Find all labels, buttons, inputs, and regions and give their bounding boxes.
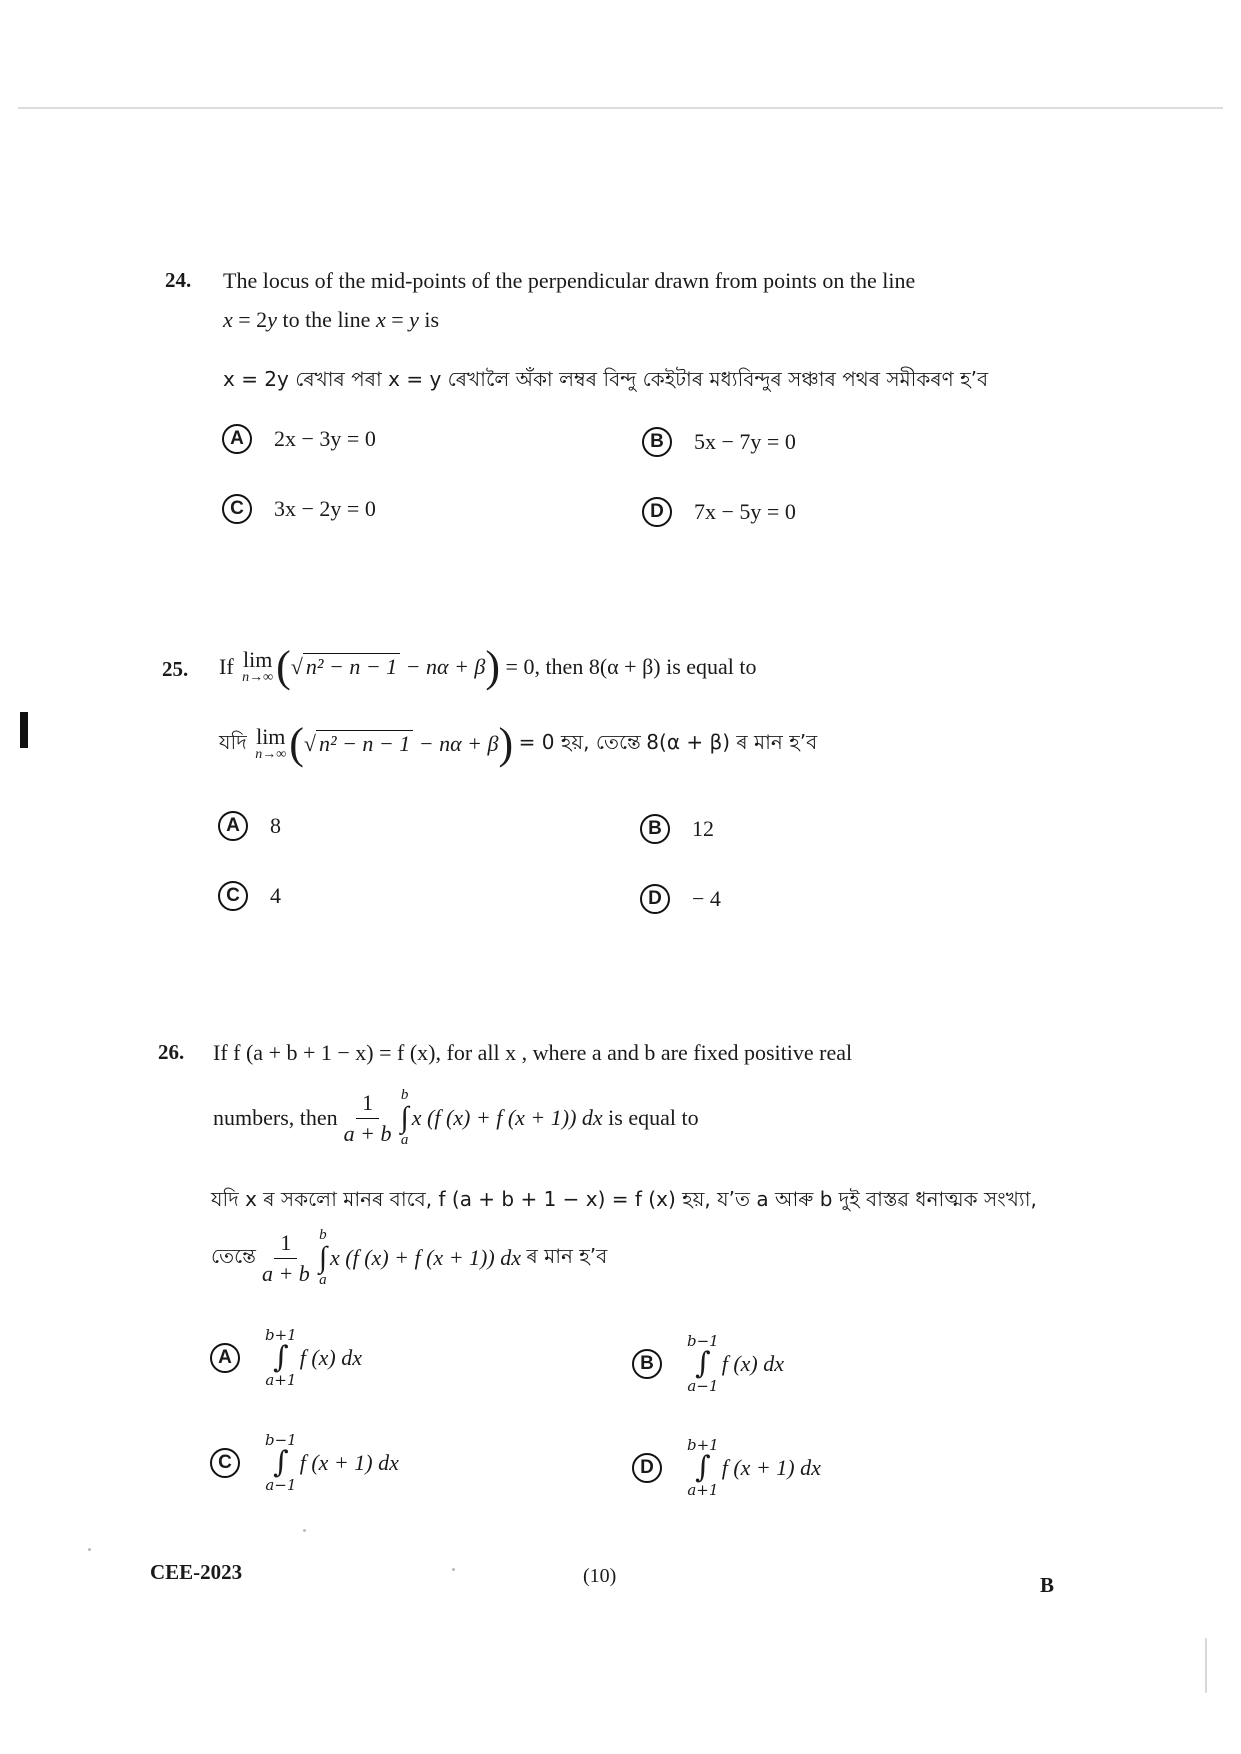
q25-number: 25. [162, 657, 189, 681]
q26-number: 26. [158, 1040, 185, 1064]
option-letter: D [642, 497, 672, 527]
q25-option-b[interactable] [640, 814, 714, 844]
margin-mark [20, 712, 28, 748]
set-label: B [1040, 1573, 1055, 1597]
option-value: 2x − 3y = 0 [274, 426, 376, 451]
exam-code: CEE-2023 [150, 1560, 243, 1584]
option-letter: C [218, 881, 248, 911]
option-letter: A [218, 811, 248, 841]
q24-text-line1: The locus of the mid-points of the perpendicular drawn from points on the line [223, 268, 916, 293]
option-value: f (x + 1) dx [299, 1450, 399, 1475]
option-letter: C [210, 1448, 240, 1478]
q25-text-line1: If lim n→∞ ( √ n² − n − 1 − nα + β ) = 0, then 8(α + β) is equal to [219, 642, 757, 691]
page-number: (10) [583, 1565, 617, 1587]
q26-option-a[interactable]: A b+1 ∫ a+1 f (x) dx [210, 1328, 362, 1388]
q24-option-d[interactable] [642, 497, 796, 527]
q25-option-c[interactable] [218, 881, 281, 911]
q24-assamese: x = 2y ৰেখাৰ পৰা x = y ৰেখালৈ অঁকা লম্বৰ বিন্দু কেইটাৰ মধ্যবিন্দুৰ সঞ্চাৰ পথৰ সমীকৰণ হ’ব [223, 367, 989, 391]
option-letter: B [640, 814, 670, 844]
scan-mark [1205, 1638, 1207, 1693]
option-value: − 4 [692, 886, 721, 911]
q24-number: 24. [165, 268, 192, 292]
option-letter: B [632, 1349, 662, 1379]
option-value: 12 [692, 816, 714, 841]
option-letter: A [222, 424, 252, 454]
q24-text-line2: x = 2y to the line x = y is [223, 307, 440, 332]
q24-option-c[interactable] [222, 494, 376, 524]
option-letter: C [222, 494, 252, 524]
option-letter: D [632, 1453, 662, 1483]
q24-option-b[interactable] [642, 427, 796, 457]
option-value: 8 [270, 813, 281, 838]
q26-assamese-line1: যদি x ৰ সকলো মানৰ বাবে, f (a + b + 1 − x) = f (x) হয়, য’ত a আৰু b দুই বাস্তৱ ধনাত্মক সংখ্যা, [211, 1187, 1037, 1211]
option-letter: D [640, 884, 670, 914]
option-value: f (x) dx [721, 1351, 785, 1376]
q26-text-line2: numbers, then $\frac{1}{a + b}$ b ∫ a x (f (x) + f (x + 1)) dx is equal to [213, 1087, 699, 1148]
option-letter: B [642, 427, 672, 457]
q25-option-a[interactable] [218, 811, 281, 841]
q26-option-d[interactable]: D b+1 ∫ a+1 f (x + 1) dx [632, 1438, 821, 1498]
q26-assamese-line2: তেন্তে $\frac{1}{a + b}$ b ∫ a x (f (x) + f (x + 1)) dx ৰ মান হ’ব [211, 1227, 608, 1288]
q26-option-c[interactable]: C b−1 ∫ a−1 f (x + 1) dx [210, 1433, 399, 1493]
option-value: 4 [270, 883, 281, 908]
option-value: f (x + 1) dx [721, 1455, 821, 1480]
q25-option-d[interactable] [640, 884, 721, 914]
option-value: f (x) dx [299, 1345, 363, 1370]
option-value: 7x − 5y = 0 [694, 499, 796, 524]
option-value: 3x − 2y = 0 [274, 496, 376, 521]
option-letter: A [210, 1343, 240, 1373]
top-rule [18, 107, 1223, 109]
q26-option-b[interactable]: B b−1 ∫ a−1 f (x) dx [632, 1334, 784, 1394]
q24-option-a[interactable] [222, 424, 376, 454]
option-value: 5x − 7y = 0 [694, 429, 796, 454]
q26-text-line1: If f (a + b + 1 − x) = f (x), for all x , where a and b are fixed positive real [213, 1040, 853, 1065]
speck [303, 1529, 306, 1532]
speck [452, 1568, 455, 1571]
speck [88, 1548, 91, 1551]
q25-assamese: যদি lim n→∞ ( √ n² − n − 1 − nα + β ) = 0 হয়, তেন্তে 8(α + β) ৰ মান হ’ব [219, 719, 818, 768]
